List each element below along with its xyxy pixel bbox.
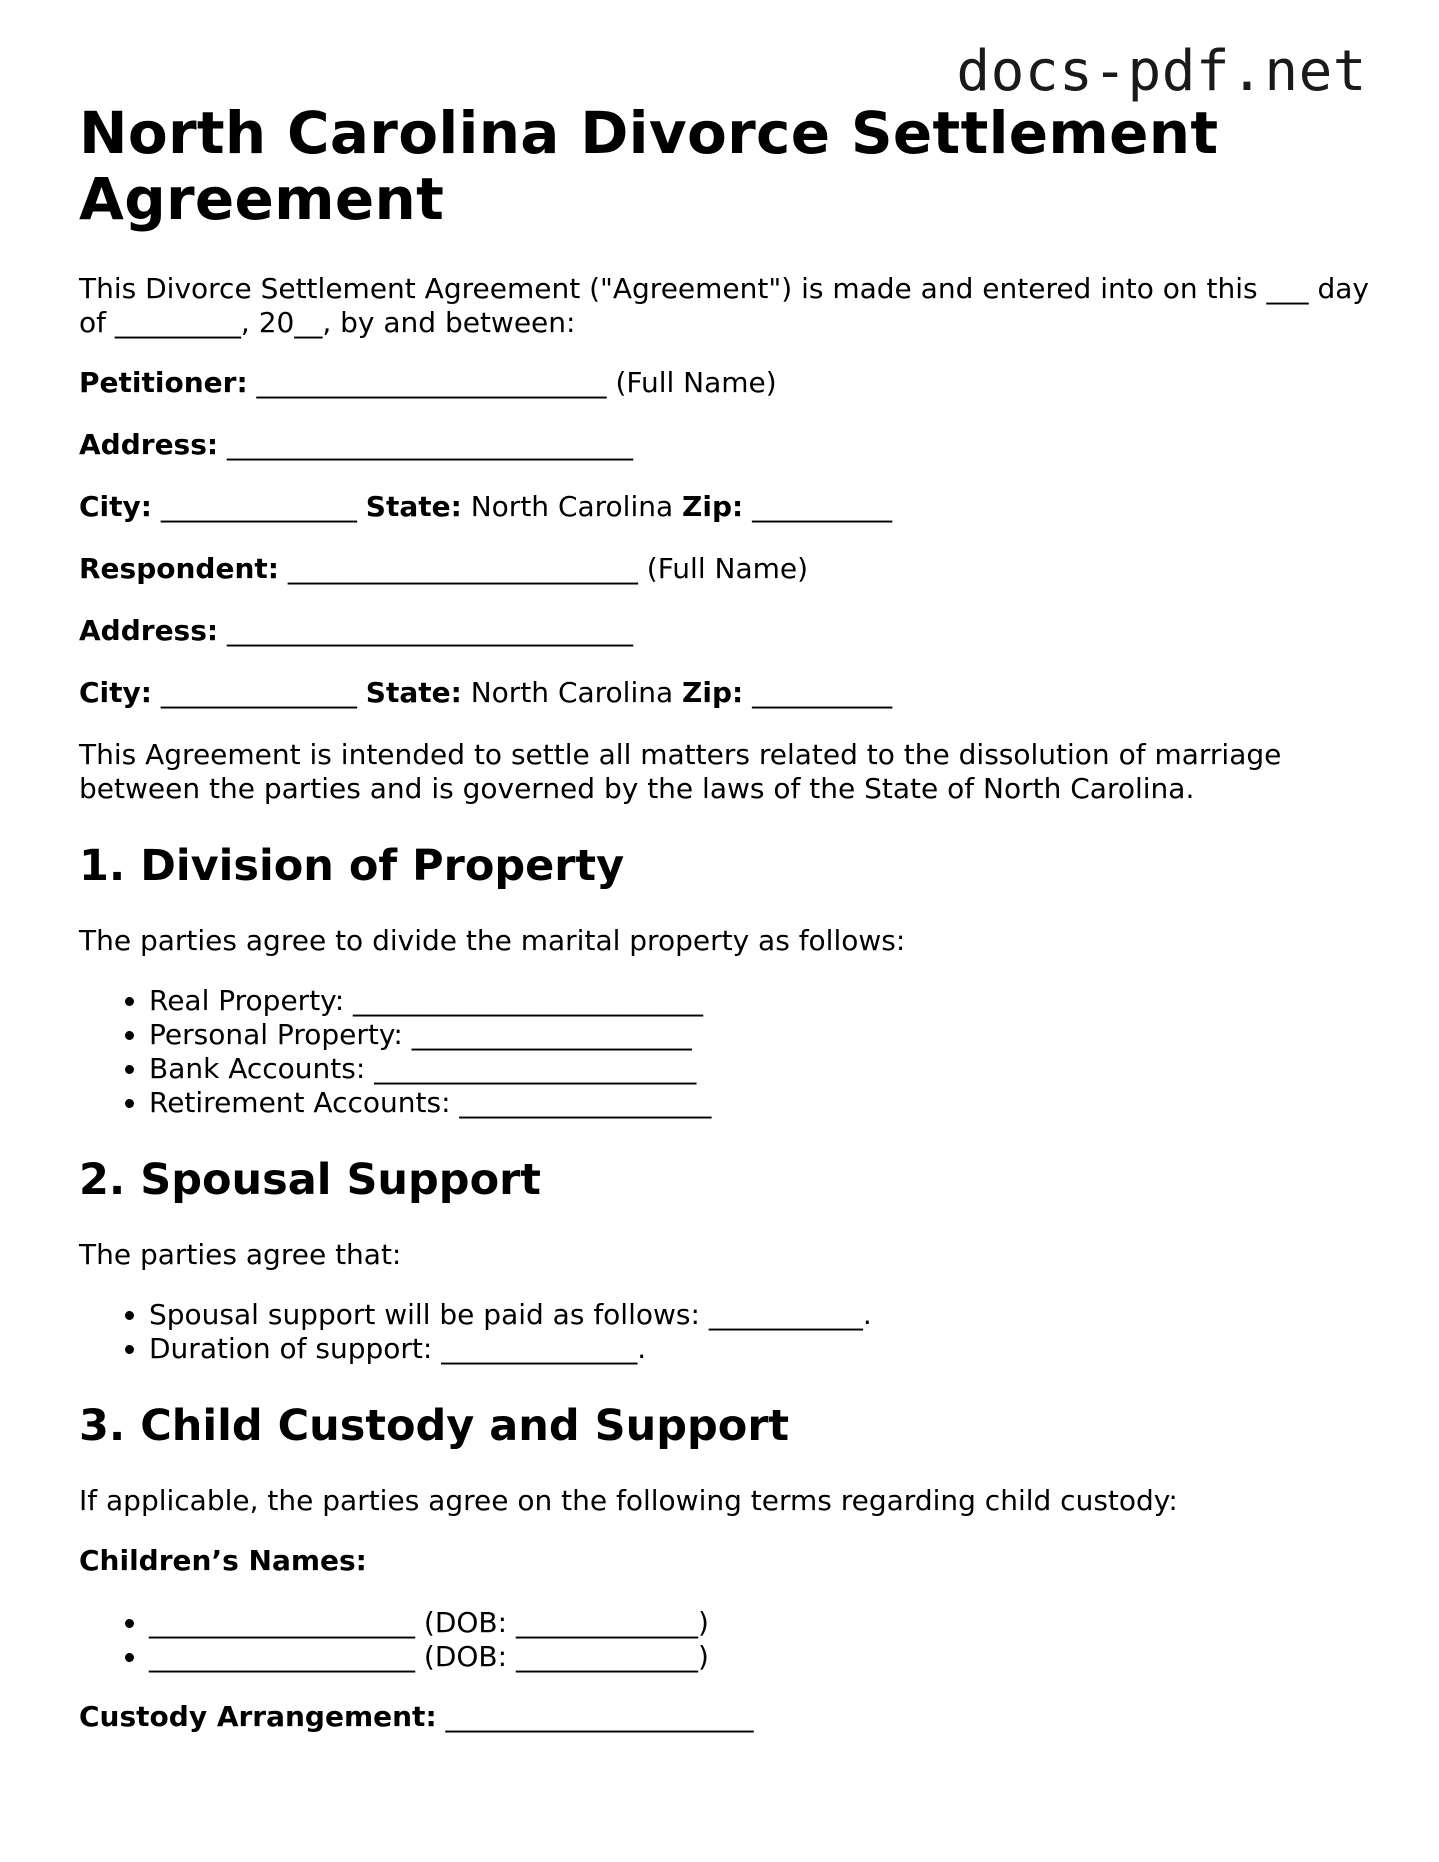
list-item: • Duration of support: ______________. [149,1332,1379,1366]
children-names-line [79,1544,1379,1578]
petitioner-address-label: Address: [79,428,219,461]
list-item: • ___________________ (DOB: _____________) [149,1606,1379,1640]
section-3-intro: If applicable, the parties agree on the following terms regarding child custody: [79,1484,1178,1517]
watermark: docs-pdf.net [956,39,1367,104]
petitioner-address-blank: _____________________________ [218,428,633,461]
petitioner-state-label: State: [365,490,462,523]
governing-law-paragraph: This Agreement is intended to settle all matters related to the dissolution of marriage between the parties and is governed by the laws of the State of North Carolina. [79,738,1282,805]
spousal-support-list [79,1298,1379,1366]
petitioner-city-label: City: [79,490,152,523]
custody-arrangement-blank: ______________________ [436,1700,754,1733]
respondent-label: Respondent: [79,552,279,585]
document-title: North Carolina Divorce Settlement Agreement [79,99,1219,233]
petitioner-zip-blank: __________ [743,490,893,523]
section-1-heading: 1. Division of Property [79,841,625,891]
respondent-line [79,552,1379,586]
petitioner-city-blank: ______________ [151,490,366,523]
petitioner-city-line [79,490,1379,524]
respondent-note: (Full Name) [646,552,809,585]
petitioner-label: Petitioner: [79,366,248,399]
petitioner-address-line [79,428,1379,462]
respondent-address-line [79,614,1379,648]
respondent-address-blank: _____________________________ [218,614,633,647]
section-3-heading: 3. Child Custody and Support [79,1401,790,1451]
respondent-city-label: City: [79,676,152,709]
list-item: • Real Property: _________________________ [149,984,1379,1018]
respondent-name-blank: _________________________ [278,552,647,585]
custody-arrangement-line [79,1700,1379,1734]
petitioner-line [79,366,1379,400]
respondent-city-blank: ______________ [151,676,366,709]
custody-arrangement-label: Custody Arrangement: [79,1700,437,1733]
petitioner-zip-label: Zip: [682,490,744,523]
section-1-intro: The parties agree to divide the marital property as follows: [79,924,906,957]
intro-paragraph: This Divorce Settlement Agreement ("Agreement") is made and entered into on this ___ day of _________, 20__, by and between: [79,272,1369,339]
document-page [79,100,1379,1762]
respondent-city-line [79,676,1379,710]
section-2-heading: 2. Spousal Support [79,1155,541,1205]
petitioner-note: (Full Name) [615,366,777,399]
petitioner-state-value: North Carolina [461,490,683,523]
children-names-label: Children’s Names: [79,1544,367,1577]
petitioner-name-blank: _________________________ [247,366,616,399]
property-list [79,984,1379,1120]
respondent-address-label: Address: [79,614,219,647]
respondent-zip-label: Zip: [682,676,744,709]
list-item: • ___________________ (DOB: _____________) [149,1640,1379,1674]
respondent-zip-blank: __________ [743,676,893,709]
respondent-state-label: State: [365,676,462,709]
list-item: • Retirement Accounts: __________________ [149,1086,1379,1120]
list-item: • Spousal support will be paid as follows: ___________. [149,1298,1379,1332]
respondent-state-value: North Carolina [461,676,683,709]
children-list [79,1606,1379,1674]
list-item: • Bank Accounts: _______________________ [149,1052,1379,1086]
section-2-intro: The parties agree that: [79,1238,402,1271]
list-item: • Personal Property: ____________________ [149,1018,1379,1052]
